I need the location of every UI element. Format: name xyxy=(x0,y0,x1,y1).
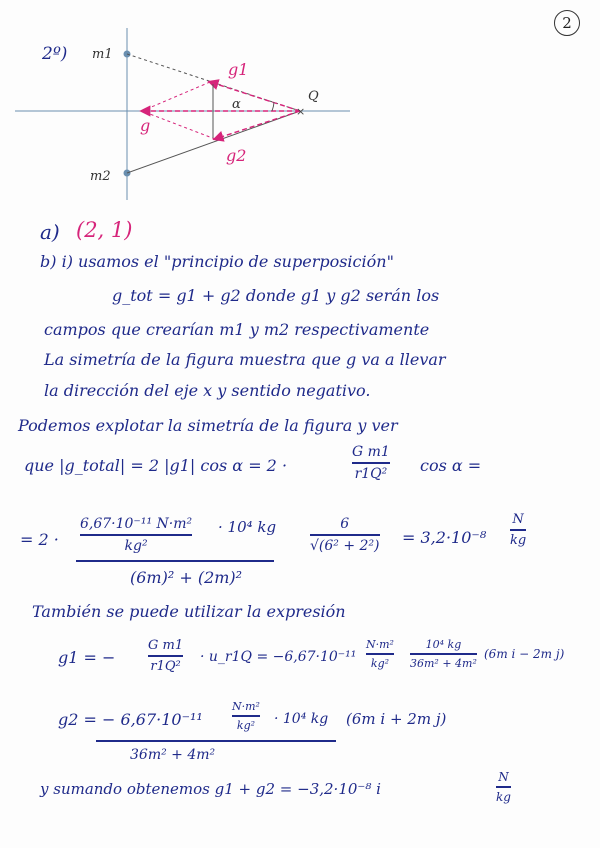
part-a-label: a) xyxy=(40,220,60,244)
part-b-line-3: campos que crearían m1 y m2 respectivamente xyxy=(44,320,430,339)
g2-expression-lhs: g2 = − 6,67·10⁻¹¹ xyxy=(58,710,203,729)
q-point-mark: × xyxy=(296,105,306,118)
g2-constant-unit: N·m² kg² xyxy=(232,700,260,732)
main-fraction-bar xyxy=(76,560,274,562)
g1-expression-lhs: g1 = − xyxy=(58,648,116,667)
part-b-line-7: que |g_total| = 2 |g1| cos α = 2 · xyxy=(24,456,288,475)
g1-constant-unit: N·m² kg² xyxy=(366,638,394,670)
alpha-label: α xyxy=(232,97,241,112)
sum-line: y sumando obtenemos g1 + g2 = −3,2·10⁻⁸ i xyxy=(40,780,381,798)
g2-vector-components: (6m i + 2m j) xyxy=(346,710,447,728)
page-number: 2 xyxy=(554,10,580,36)
part-b-line-2: g_tot = g1 + g2 donde g1 y g2 serán los xyxy=(112,286,440,305)
part-b-line-6: Podemos explotar la simetría de la figura y ver xyxy=(18,416,398,435)
sum-unit: N kg xyxy=(496,770,511,804)
part-b-line-8-lead: = 2 · xyxy=(20,530,59,549)
g1-to-g-construction xyxy=(142,82,210,111)
alt-intro: También se puede utilizar la expresión xyxy=(32,602,346,621)
g2-denominator: 36m² + 4m² xyxy=(130,747,216,763)
part-b-line-7-tail: cos α = xyxy=(420,456,482,475)
g-m1-over-r-fraction: G m1 r1Q² xyxy=(352,444,390,482)
g1-expression-mid: · u_r1Q = −6,67·10⁻¹¹ xyxy=(200,649,357,665)
g2-mass: · 10⁴ kg xyxy=(274,711,329,727)
g-constant-fraction: 6,67·10⁻¹¹ N·m² kg² xyxy=(80,516,193,554)
g1-mass-fraction: 10⁴ kg 36m² + 4m² xyxy=(410,638,477,670)
part-b-line-4: La simetría de la figura muestra que g va a llevar xyxy=(44,350,446,369)
g2-to-g-construction xyxy=(142,111,215,139)
problem-label: 2º) xyxy=(42,44,68,64)
g1-gm-over-r-fraction: G m1 r1Q² xyxy=(148,638,184,674)
g2-label: g2 xyxy=(226,146,247,165)
superposition-diagram xyxy=(0,0,600,230)
g1-vector-components: (6m i − 2m j) xyxy=(484,647,565,661)
part-a-answer: (2, 1) xyxy=(76,218,133,242)
part-b-result: = 3,2·10⁻⁸ xyxy=(402,528,487,547)
part-b-distance-denominator: (6m)² + (2m)² xyxy=(130,568,243,587)
part-b-line-1: b) i) usamos el "principio de superposición" xyxy=(40,252,394,271)
g2-fraction-bar xyxy=(96,740,336,742)
alpha-angle-arc xyxy=(272,102,274,111)
m2-label: m2 xyxy=(90,169,111,184)
part-b-mass: · 10⁴ kg xyxy=(218,518,277,536)
g-total-label: g xyxy=(140,116,151,135)
cos-alpha-fraction: 6 √(6² + 2²) xyxy=(310,516,380,554)
result-unit: N kg xyxy=(510,512,527,548)
point-q-label: Q xyxy=(308,89,319,104)
g1-label: g1 xyxy=(228,60,249,79)
part-b-line-5: la dirección del eje x y sentido negativo. xyxy=(44,381,371,400)
m1-label: m1 xyxy=(92,47,113,62)
